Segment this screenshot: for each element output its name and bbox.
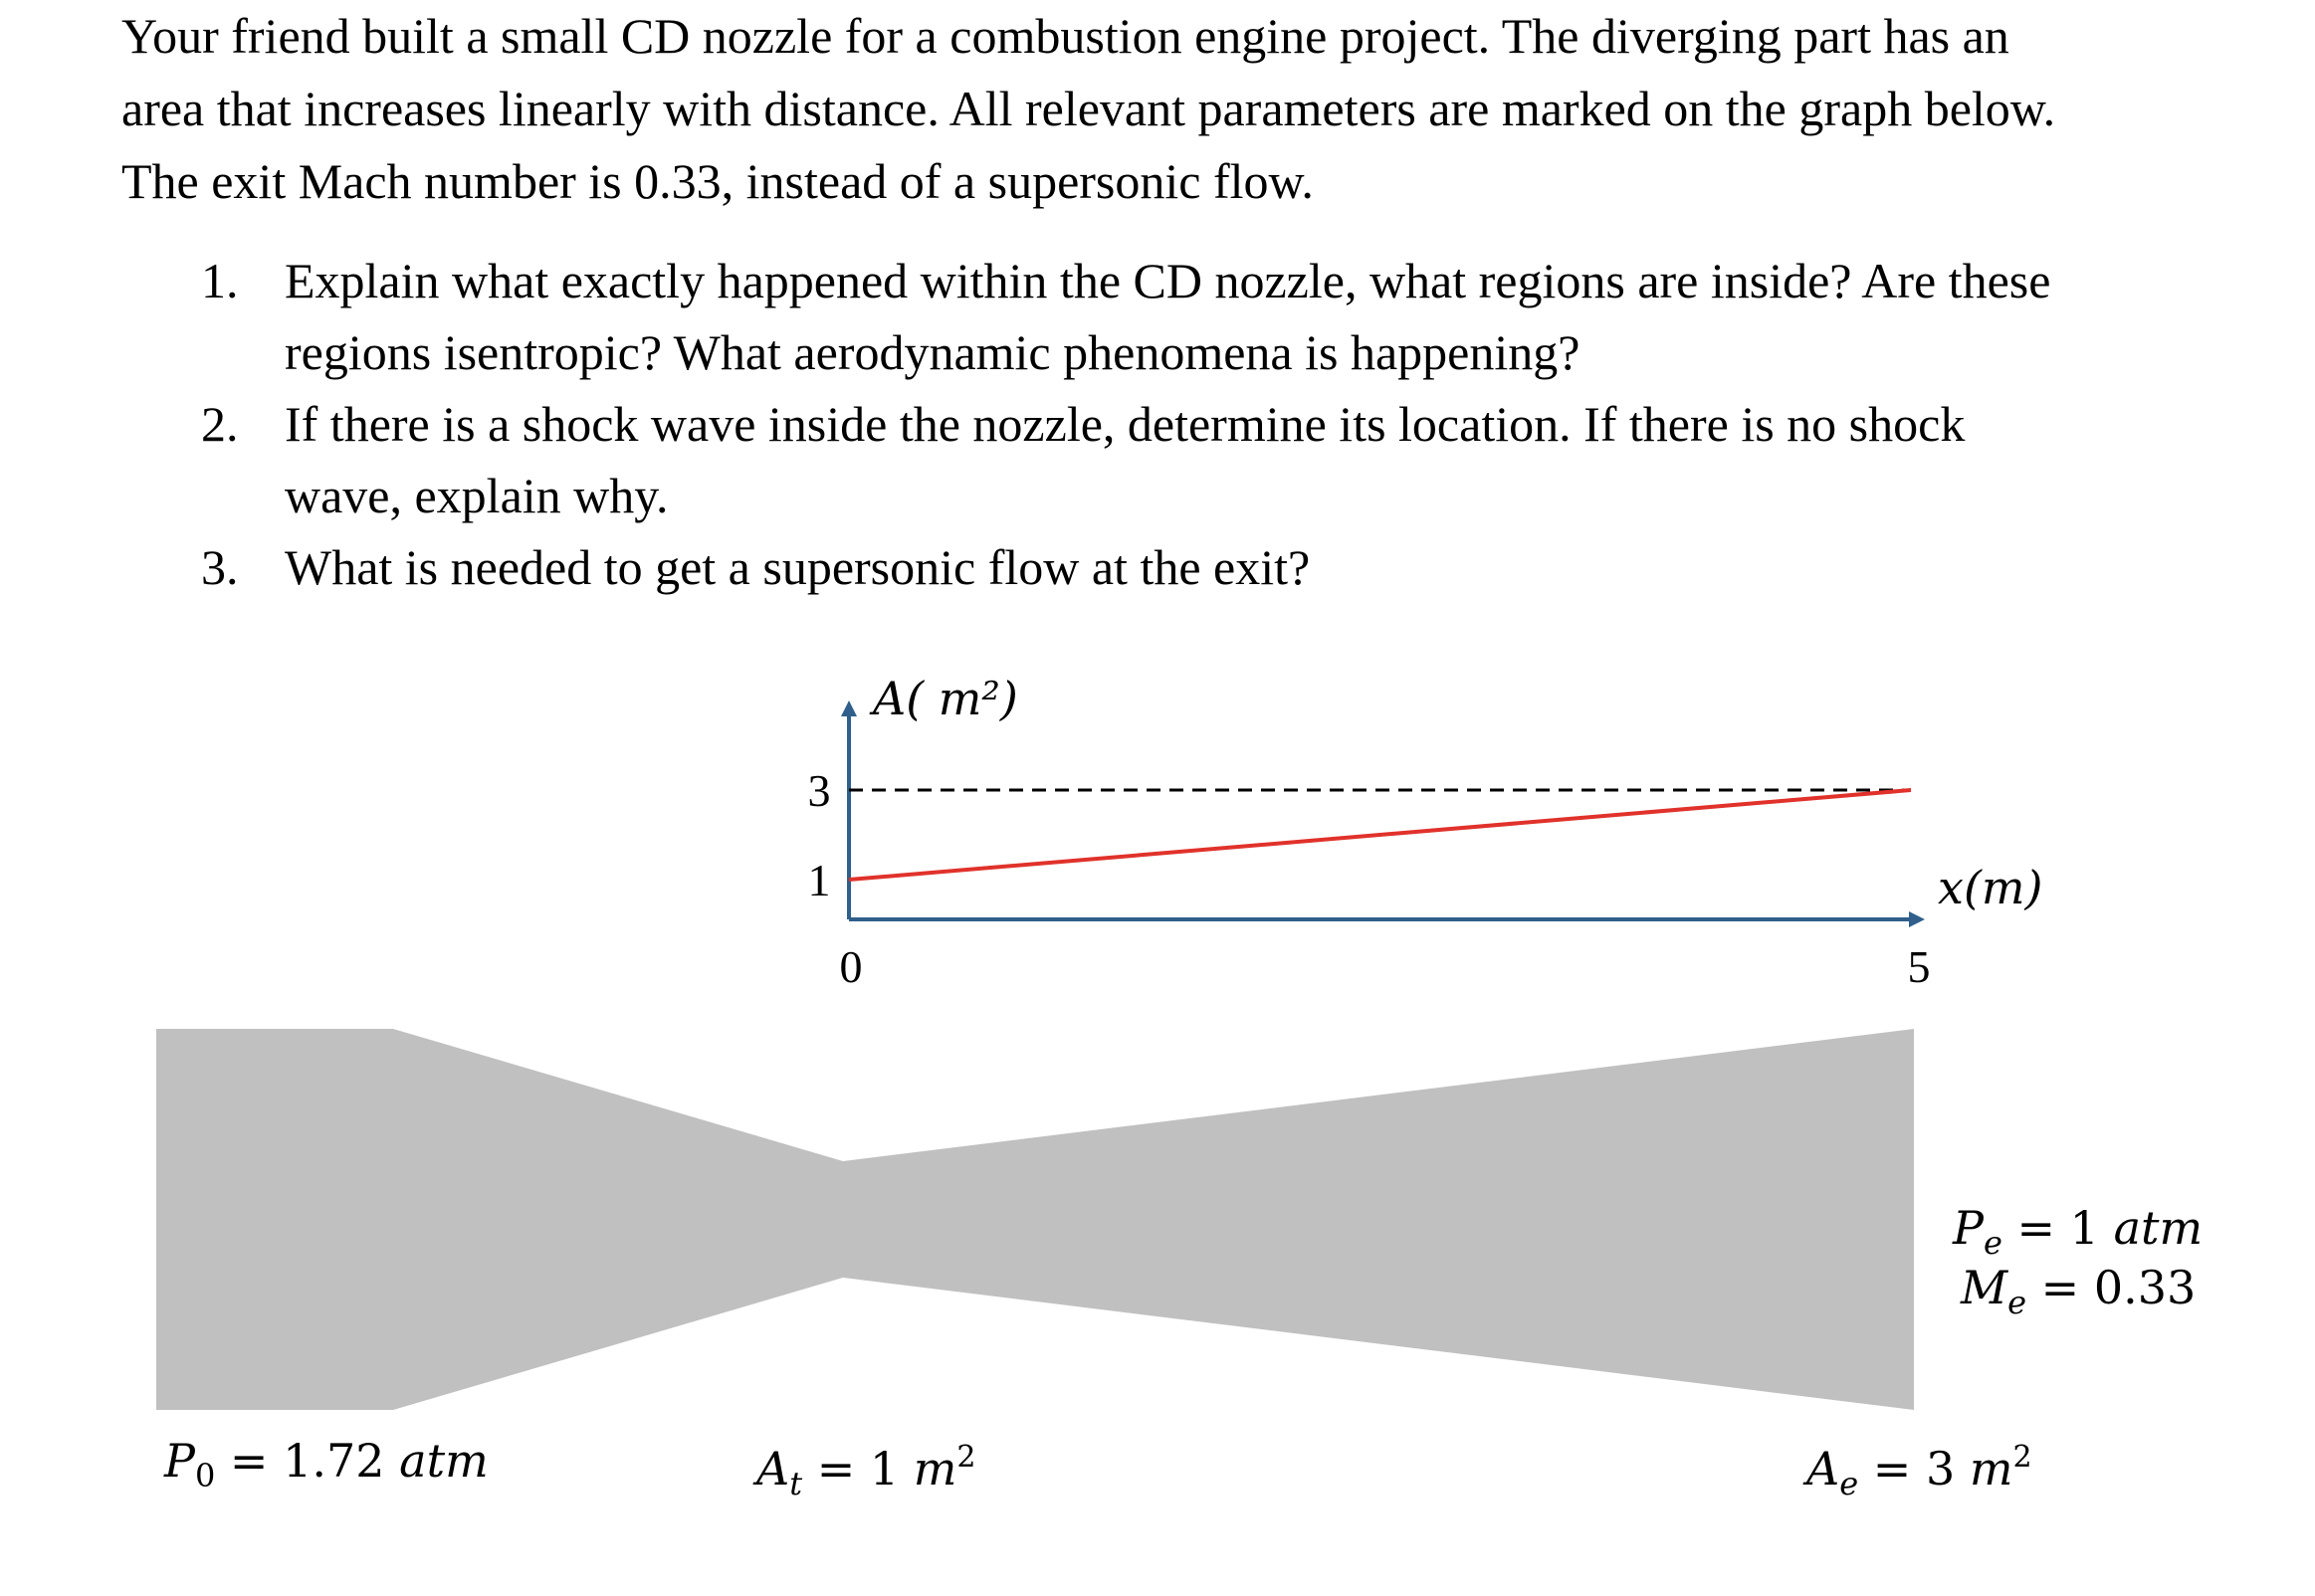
ae-equals: = 3 [1858,1442,1970,1496]
me-symbol: M [1961,1261,2008,1314]
p0-unit: atm [399,1434,489,1488]
y-tick-label: 1 [807,855,831,905]
throat-area-label [752,1440,976,1502]
ae-unit: m [1969,1442,2013,1496]
question-text-line: What is needed to get a supersonic flow at the exit? [285,539,1311,595]
x-axis-label: x(m) [1938,861,2043,914]
question-text-line: Explain what exactly happened within the CD nozzle, what regions are inside? Are these [285,253,2051,308]
area-chart [808,672,2043,992]
exit-mach-label [1960,1261,2196,1321]
y-tick-label: 3 [807,765,831,816]
me-equals: = 0.33 [2026,1261,2197,1314]
pe-equals: = 1 [2001,1201,2114,1255]
stagnation-pressure-label [163,1434,489,1495]
intro-line-3: The exit Mach number is 0.33, instead of a supersonic flow. [121,153,1314,209]
intro-line-1: Your friend built a small CD nozzle for a combustion engine project. The diverging part has an [121,8,2009,64]
exit-area-label [1802,1440,2032,1502]
at-equals: = 1 [802,1442,914,1496]
question-text-line: If there is a shock wave inside the nozzle, determine its location. If there is no shock [285,396,1966,452]
x-axis-arrow-icon [1909,911,1925,927]
p0-equals: = 1.72 [215,1434,400,1488]
nozzle-shape [156,1029,1914,1410]
question-text-line: wave, explain why. [285,468,669,523]
at-unit: m [913,1442,957,1496]
ae-superscript: 2 [2012,1440,2032,1475]
ae-symbol: A [1806,1442,1840,1496]
pe-symbol: P [1953,1201,1984,1255]
question-number: 3. [201,539,239,595]
pe-unit: atm [2113,1201,2204,1255]
x-tick-label: 5 [1907,941,1931,992]
question-number: 2. [201,396,239,452]
question-number: 1. [201,253,239,308]
y-axis-label: A( m²) [873,672,1018,725]
question-text-line: regions isentropic? What aerodynamic phenomena is happening? [285,324,1580,380]
p0-subscript: 0 [194,1457,216,1495]
area-series-line [849,790,1911,880]
pe-subscript: e [1983,1224,2002,1262]
at-symbol: A [756,1442,790,1496]
p0-symbol: P [164,1434,195,1488]
y-axis-arrow-icon [841,700,857,716]
at-superscript: 2 [956,1440,976,1475]
x-tick-label: 0 [839,941,863,992]
intro-line-2: area that increases linearly with distance. All relevant parameters are marked on the graph below. [121,81,2056,136]
at-subscript: t [789,1465,803,1502]
me-subscript: e [2007,1284,2027,1321]
exit-pressure-label [1952,1201,2203,1262]
ae-subscript: e [1839,1465,1859,1502]
